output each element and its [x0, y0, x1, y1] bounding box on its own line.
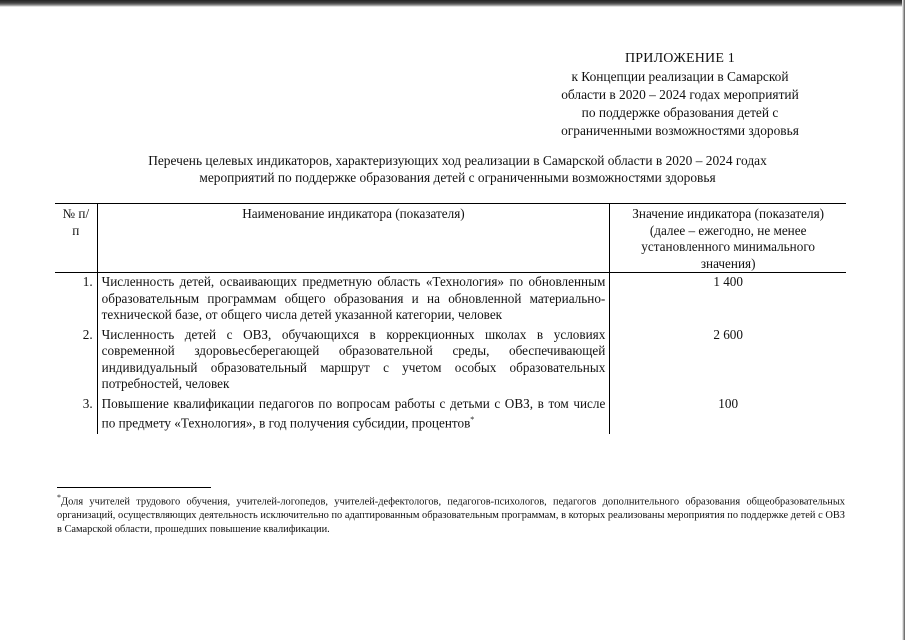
appendix-line: ограниченными возможностями здоровья	[561, 123, 799, 138]
table-header-row	[55, 204, 846, 273]
row-indicator-name	[97, 395, 610, 434]
row-number: 2.	[82, 326, 93, 342]
footnote-mark: *	[57, 493, 61, 502]
table-row	[55, 326, 846, 395]
appendix-line: по поддержке образования детей с	[581, 105, 779, 120]
row-indicator-name: Численность детей, осваивающих предметную область «Технология» по обновленным образовательным программам общего образования и на обновленной материально-технической базе, от общего числа детей указанной категории, человек	[97, 273, 610, 326]
document-heading	[60, 152, 855, 186]
header-indicator-value: Значение индикатора (показателя) (далее – ежегодно, не менее установленного минимального значения)	[610, 204, 846, 273]
indicators-table	[55, 203, 846, 434]
heading-line: Перечень целевых индикаторов, характеризующих ход реализации в Самарской области в 2020 – 2024 годах	[148, 153, 767, 168]
scan-edge-top	[0, 0, 905, 7]
appendix-line: области в 2020 – 2024 годах мероприятий	[561, 87, 799, 102]
row-indicator-value: 1 400	[610, 273, 846, 326]
appendix-block	[520, 50, 840, 140]
appendix-title: ПРИЛОЖЕНИЕ 1	[624, 51, 736, 66]
footnote-text: Доля учителей трудового обучения, учителей-логопедов, учителей-дефектологов, педагогов-психологов, педагогов дополнительного образования общеобразовательных организаций, осуществляющих деятельность исключительно по адаптированным образовательным программам, в которых реализованы мероприятия по поддержке детей с ОВЗ в Самарской области, прошедших повышение квалификации.	[57, 496, 845, 536]
footnote	[57, 491, 845, 537]
row-indicator-name: Численность детей с ОВЗ, обучающихся в коррекционных школах в условиях современной здоровьесберегающей образовательной среды, обеспечивающей индивидуальный образовательный маршрут с учетом особых образовательных потребностей, человек	[97, 326, 610, 395]
row-indicator-name-text: Повышение квалификации педагогов по вопросам работы с детьми с ОВЗ, в том числе по предмету «Технология», в год получения субсидии, процентов	[101, 395, 606, 431]
header-indicator-name: Наименование индикатора (показателя)	[97, 204, 610, 273]
header-number: № п/п	[55, 204, 97, 273]
table-row	[55, 273, 846, 326]
row-number: 1.	[82, 274, 93, 289]
footnote-divider	[57, 487, 211, 488]
heading-line: мероприятий по поддержке образования детей с ограниченными возможностями здоровья	[199, 170, 716, 185]
row-number: 3.	[82, 395, 93, 411]
footnote-reference-mark: *	[470, 415, 475, 424]
appendix-line: к Концепции реализации в Самарской	[571, 69, 789, 84]
table-row	[55, 395, 846, 434]
row-indicator-value: 2 600	[610, 326, 846, 395]
row-indicator-value: 100	[610, 395, 846, 434]
